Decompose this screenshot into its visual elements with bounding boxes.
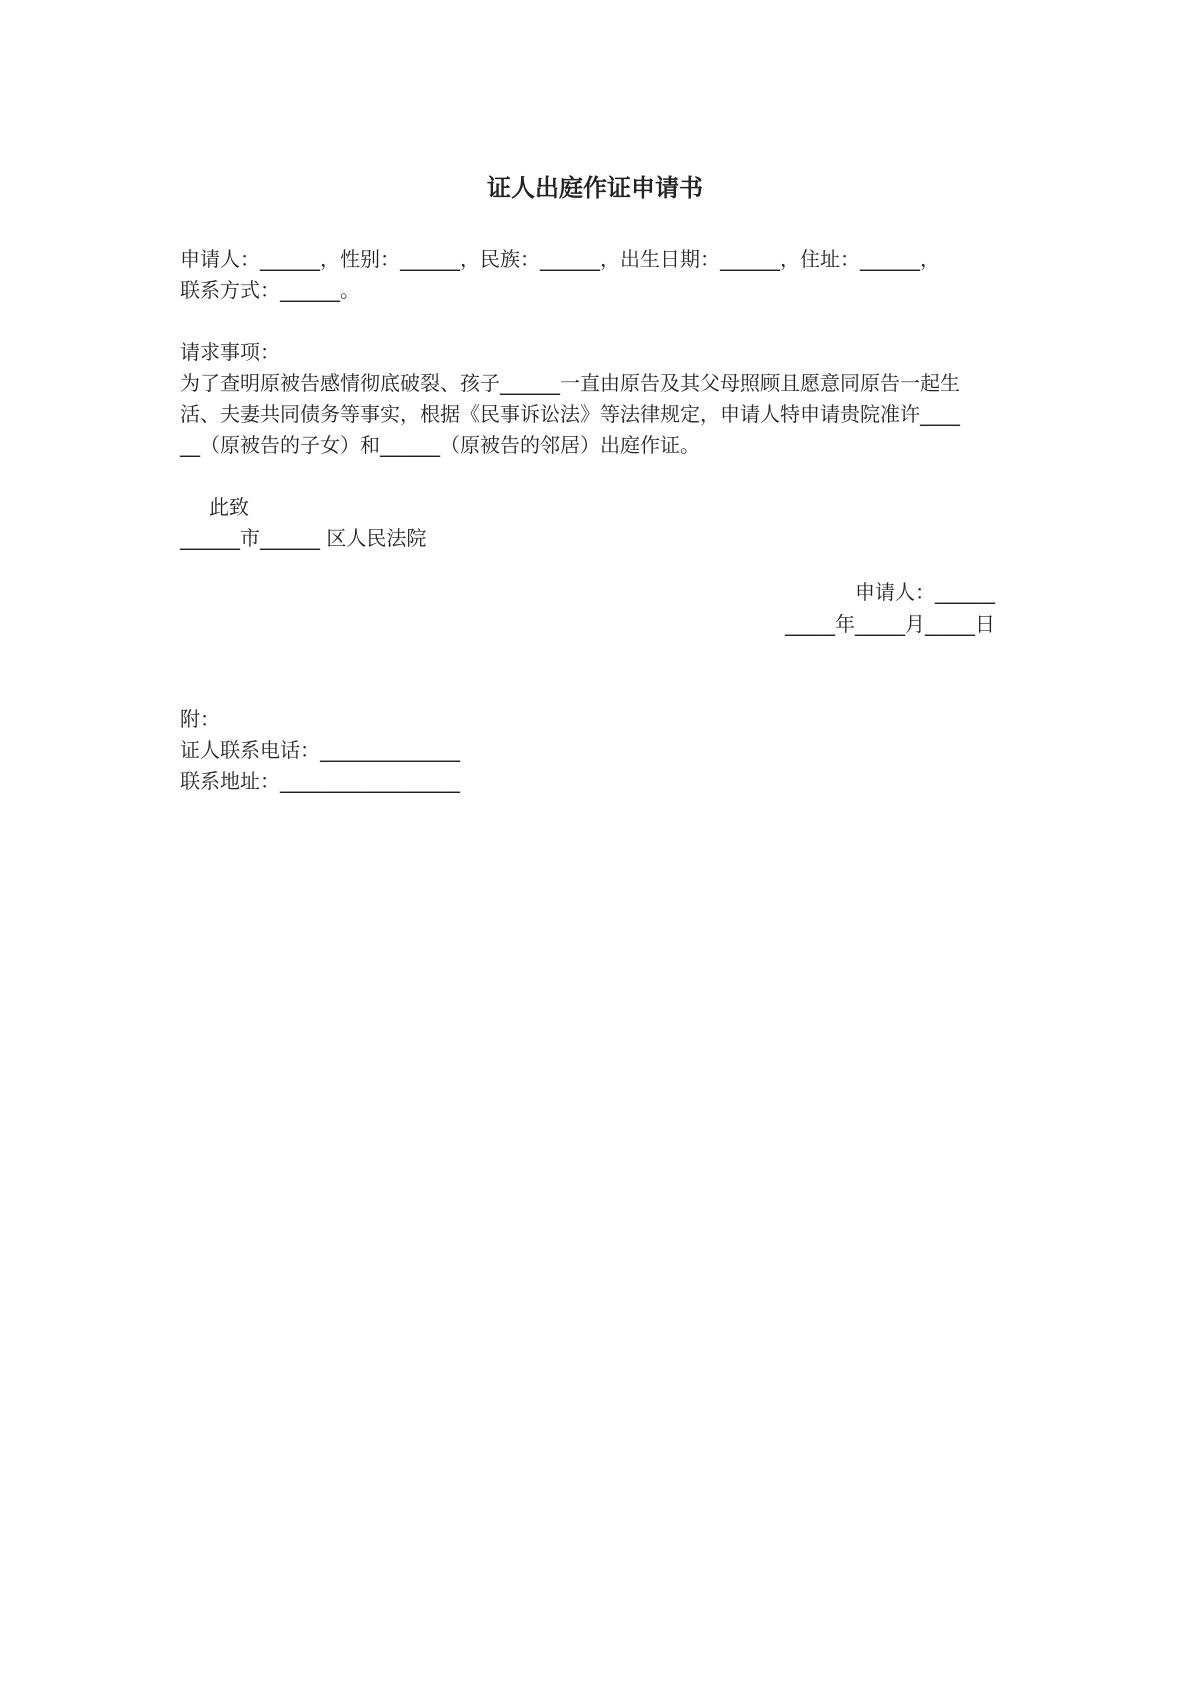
applicant-info-line-2: 联系方式：______。 [180, 278, 360, 302]
signature-date: _____年_____月_____日 [785, 612, 995, 636]
attachment-heading: 附： [180, 707, 220, 731]
salutation-court: ______市______ 区人民法院 [180, 526, 427, 550]
document-title: 证人出庭作证申请书 [487, 174, 703, 202]
request-body-line-1: 为了查明原被告感情彻底破裂、孩子______一直由原告及其父母照顾且愿意同原告一起生 [180, 371, 960, 395]
attachment-address: 联系地址：__________________ [180, 769, 460, 793]
applicant-info-line-1: 申请人：______，性别：______，民族：______，出生日期：______，住址：______， [180, 247, 940, 271]
attachment-witness-phone: 证人联系电话：______________ [180, 738, 460, 762]
request-heading: 请求事项： [180, 340, 280, 364]
salutation-greeting: 此致 [209, 495, 249, 519]
request-body-line-2: 活、夫妻共同债务等事实，根据《民事诉讼法》等法律规定，申请人特申请贵院准许____ [180, 402, 960, 426]
signature-applicant: 申请人：______ [855, 580, 995, 604]
request-body-line-3: __（原被告的子女）和______（原被告的邻居）出庭作证。 [180, 433, 700, 457]
